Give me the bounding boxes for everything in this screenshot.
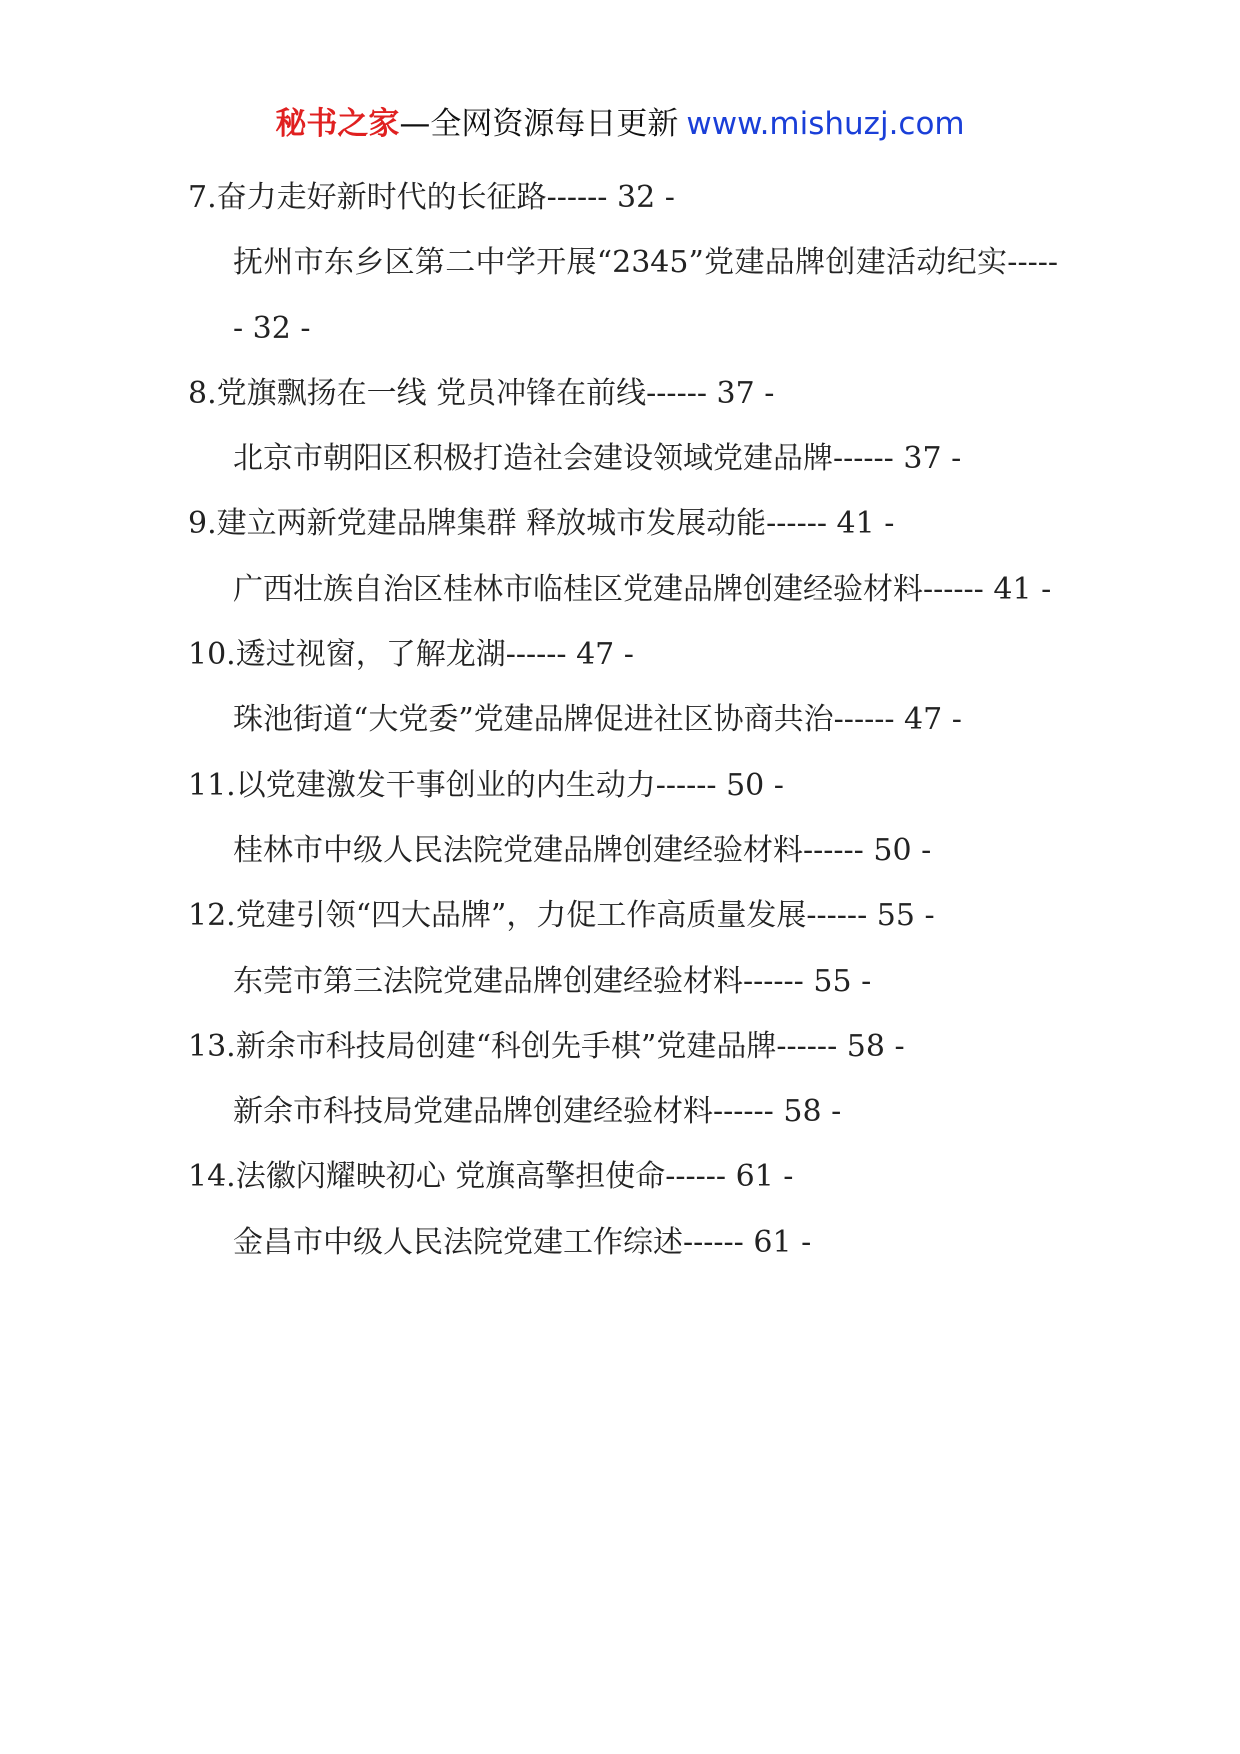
toc-entry-article[interactable]: 珠池街道“大党委”党建品牌促进社区协商共治------ 47 - — [233, 702, 962, 738]
toc-entry-chapter[interactable]: 11.以党建激发干事创业的内生动力------ 50 - — [188, 767, 784, 803]
toc-entry-article[interactable]: 东莞市第三法院党建品牌创建经验材料------ 55 - — [233, 963, 872, 999]
toc-entry-article[interactable]: 广西壮族自治区桂林市临桂区党建品牌创建经验材料------ 41 - — [233, 571, 1052, 607]
brand-name: 秘书之家 — [275, 106, 400, 142]
toc-entry-article[interactable]: 桂林市中级人民法院党建品牌创建经验材料------ 50 - — [233, 832, 932, 868]
header-slogan: —全网资源每日更新 — [399, 106, 679, 142]
toc-entry-article[interactable]: 北京市朝阳区积极打造社会建设领域党建品牌------ 37 - — [233, 441, 962, 477]
toc-entry-chapter[interactable]: 8.党旗飘扬在一线 党员冲锋在前线------ 37 - — [188, 375, 775, 411]
toc-entry-article[interactable]: 金昌市中级人民法院党建工作综述------ 61 - — [233, 1224, 812, 1260]
site-link[interactable]: www.mishuzj.com — [686, 106, 965, 142]
toc-entry-chapter[interactable]: 9.建立两新党建品牌集群 释放城市发展动能------ 41 - — [188, 506, 895, 542]
toc-entry-chapter[interactable]: 13.新余市科技局创建“科创先手棋”党建品牌------ 58 - — [188, 1028, 905, 1064]
toc-entry-chapter[interactable]: 10.透过视窗，了解龙湖------ 47 - — [188, 637, 634, 673]
page-header — [0, 104, 1240, 144]
toc-entry-chapter[interactable]: 7.奋力走好新时代的长征路------ 32 - — [188, 180, 675, 215]
toc-entry-chapter[interactable]: 12.党建引领“四大品牌”，力促工作高质量发展------ 55 - — [188, 898, 935, 934]
toc-entry-article[interactable]: 新余市科技局党建品牌创建经验材料------ 58 - — [233, 1094, 842, 1130]
toc-entry-article[interactable]: 抚州市东乡区第二中学开展“2345”党建品牌创建活动纪实------ 32 - — [233, 245, 1058, 346]
table-of-contents — [188, 165, 1058, 1275]
toc-entry-chapter[interactable]: 14.法徽闪耀映初心 党旗高擎担使命------ 61 - — [188, 1159, 794, 1195]
